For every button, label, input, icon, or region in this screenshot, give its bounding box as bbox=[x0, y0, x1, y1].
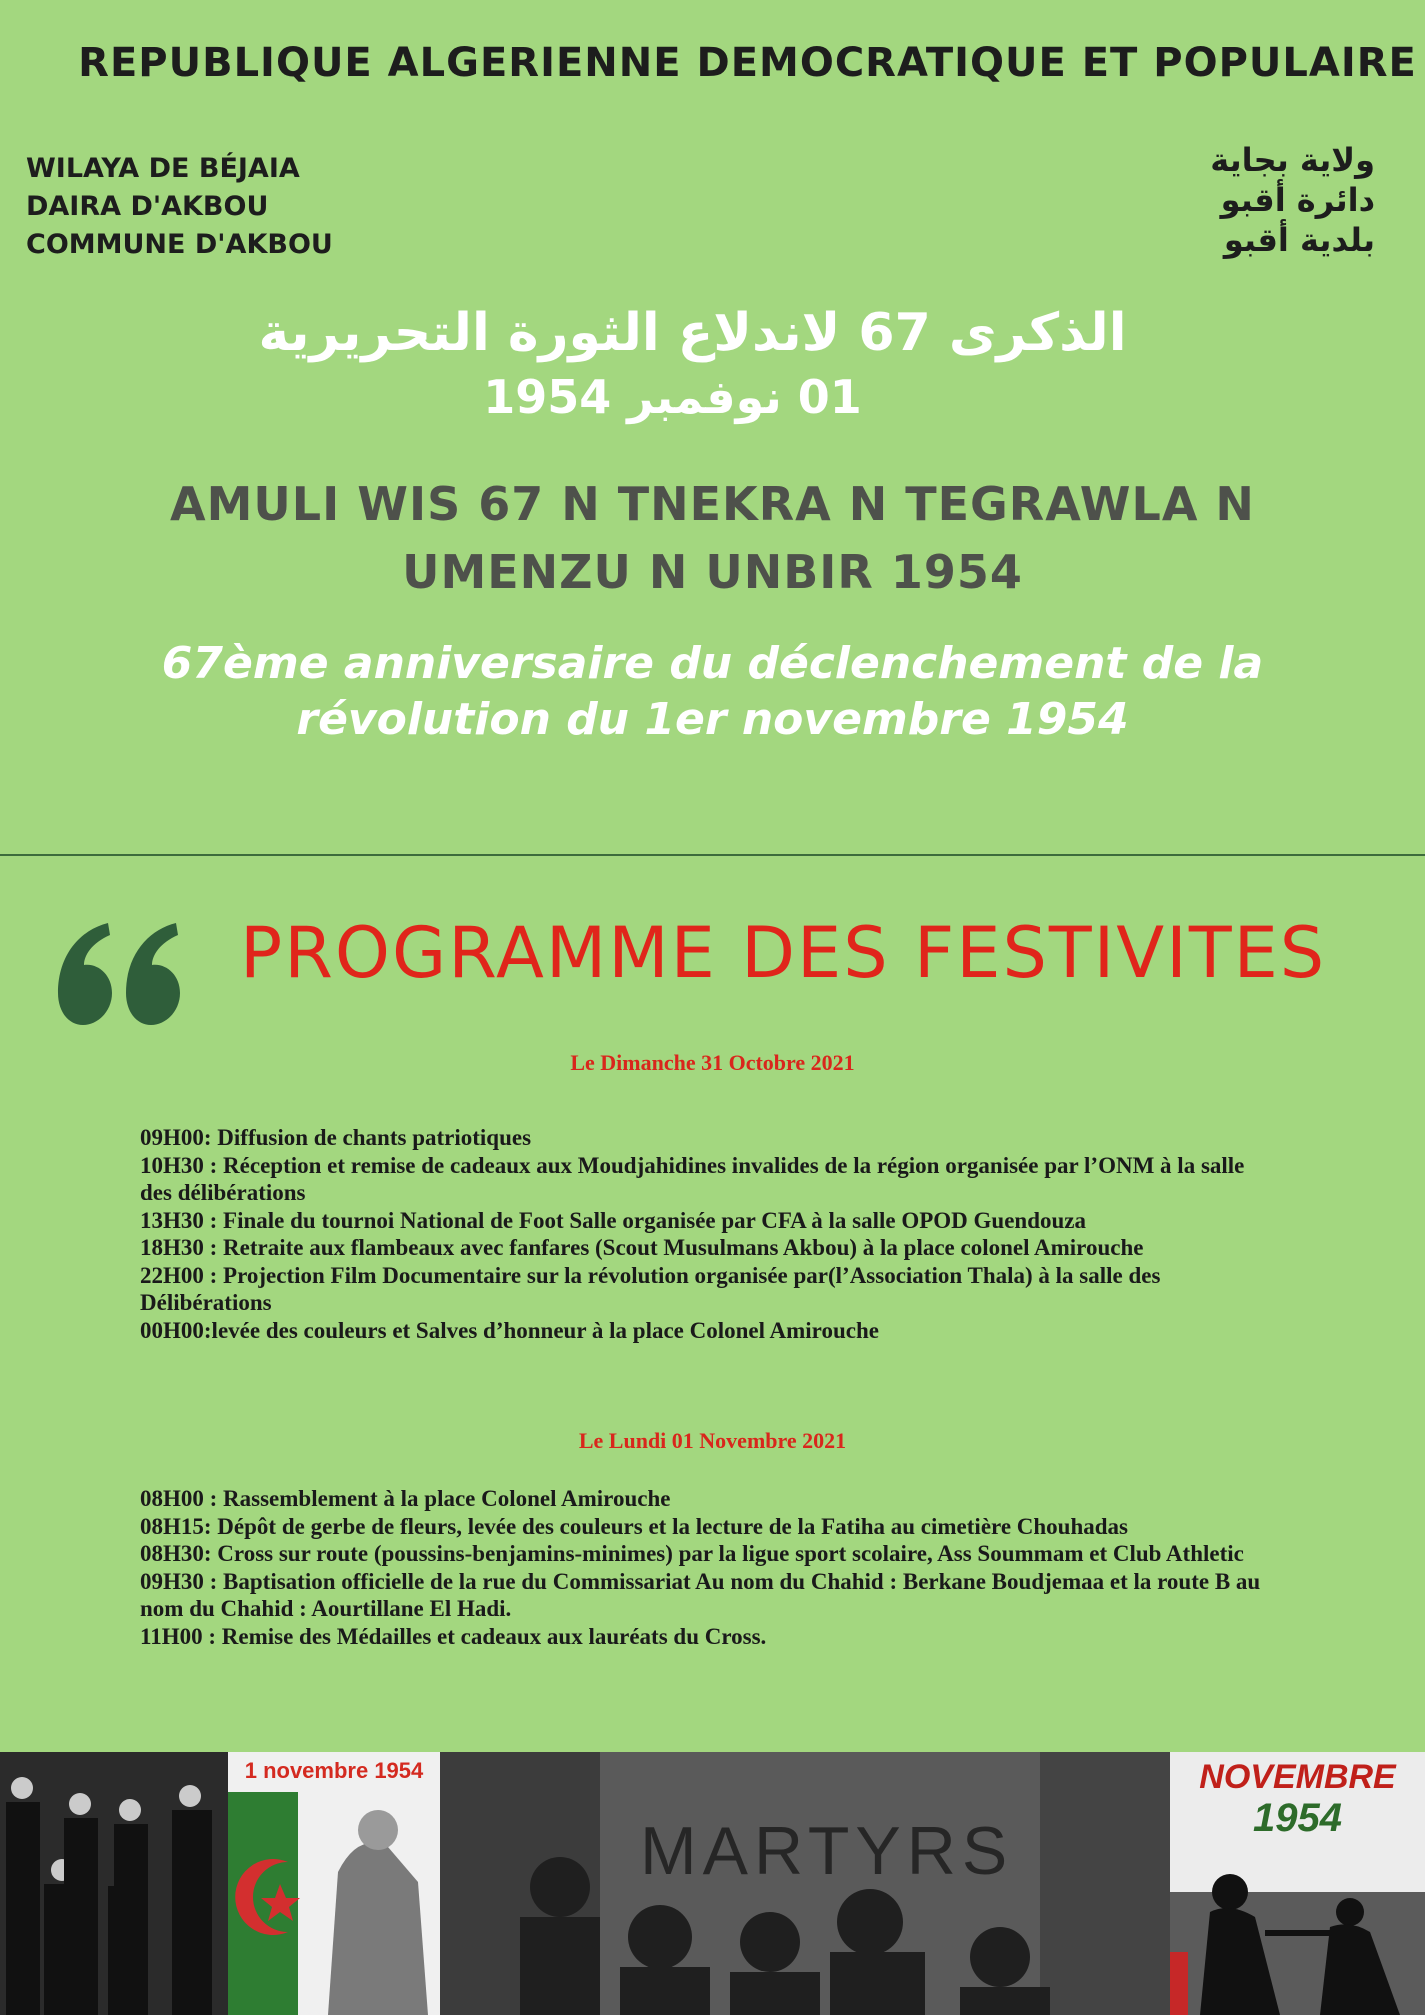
martyrs-wall-photo bbox=[440, 1752, 1170, 2015]
admin-fr-daira: DAIRA D'AKBOU bbox=[26, 191, 269, 222]
list-item: 09H30 : Baptisation officielle de la rue du Commissariat Au nom du Chahid : Berkane Boudjemaa et la route B au nom du Chahid : Aourtillane El Hadi. bbox=[140, 1568, 1261, 1621]
novembre-1954-photo bbox=[1170, 1752, 1425, 2015]
list-item: 09H00: Diffusion de chants patriotiques bbox=[140, 1125, 532, 1150]
list-item: 18H30 : Retraite aux flambeaux avec fanfares (Scout Musulmans Akbou) à la place colonel Amirouche bbox=[140, 1235, 1144, 1260]
admin-arabic-block bbox=[1210, 140, 1375, 260]
flag-soldier-photo bbox=[228, 1752, 440, 2015]
kabyle-title bbox=[0, 470, 1425, 606]
photo3-graffiti: MARTYRS bbox=[640, 1813, 1014, 1889]
day-heading-sunday: Le Dimanche 31 Octobre 2021 bbox=[570, 1050, 855, 1075]
list-item: 10H30 : Réception et remise de cadeaux aux Moudjahidines invalides de la région organisée par l’ONM à la salle des délibérations bbox=[140, 1152, 1245, 1205]
sunday-event-list bbox=[140, 1124, 1270, 1344]
admin-french-block bbox=[26, 150, 333, 264]
republic-title: REPUBLIQUE ALGERIENNE DEMOCRATIQUE ET POPULAIRE bbox=[78, 40, 1417, 86]
photo-strip bbox=[0, 1752, 1425, 2015]
list-item: 11H00 : Remise des Médailles et cadeaux aux lauréats du Cross. bbox=[140, 1623, 767, 1649]
monday-event-list bbox=[140, 1485, 1270, 1650]
photo2-caption: 1 novembre 1954 bbox=[244, 1758, 424, 1783]
day-heading-monday: Le Lundi 01 Novembre 2021 bbox=[578, 1428, 847, 1453]
kabyle-title-line1: AMULI WIS 67 N TNEKRA N TEGRAWLA N bbox=[170, 477, 1255, 531]
french-title-line2: révolution du 1er novembre 1954 bbox=[296, 694, 1129, 745]
historic-leaders-photo bbox=[0, 1752, 228, 2015]
admin-ar-commune: بلدية أقبو bbox=[1223, 221, 1375, 259]
list-item: 00H00:levée des couleurs et Salves d’honneur à la place Colonel Amirouche bbox=[140, 1317, 879, 1343]
arabic-title-line2: 01 نوفمبر 1954 bbox=[483, 370, 862, 424]
list-item: 22H00 : Projection Film Documentaire sur la révolution organisée par(l’Association Thala) à la salle des Délibérations bbox=[140, 1262, 1161, 1315]
list-item: 13H30 : Finale du tournoi National de Foot Salle organisée par CFA à la salle OPOD Guendouza bbox=[140, 1207, 1087, 1233]
section-divider bbox=[0, 854, 1425, 856]
quote-mark-icon bbox=[50, 905, 190, 1035]
admin-fr-wilaya: WILAYA DE BÉJAIA bbox=[26, 153, 300, 184]
arabic-title-line1: الذكرى 67 لاندلاع الثورة التحريرية bbox=[258, 303, 1127, 363]
list-item: 08H30: Cross sur route (poussins-benjamins-minimes) par la ligue sport scolaire, Ass Soummam et Club Athletic bbox=[140, 1541, 1244, 1566]
list-item: 08H15: Dépôt de gerbe de fleurs, levée des couleurs et la lecture de la Fatiha au cimetière Chouhadas bbox=[140, 1513, 1129, 1539]
french-title bbox=[0, 636, 1425, 748]
admin-ar-daira: دائرة أقبو bbox=[1220, 181, 1375, 219]
list-item: 08H00 : Rassemblement à la place Colonel Amirouche bbox=[140, 1486, 671, 1511]
kabyle-title-line2: UMENZU N UNBIR 1954 bbox=[402, 545, 1023, 599]
photo4-year: 1954 bbox=[1253, 1796, 1342, 1840]
programme-title: PROGRAMME DES FESTIVITES bbox=[240, 912, 1327, 994]
admin-fr-commune: COMMUNE D'AKBOU bbox=[26, 229, 333, 260]
admin-ar-wilaya: ولاية بجاية bbox=[1210, 141, 1375, 179]
french-title-line1: 67ème anniversaire du déclenchement de la bbox=[161, 638, 1264, 689]
photo4-title: NOVEMBRE bbox=[1199, 1758, 1396, 1796]
